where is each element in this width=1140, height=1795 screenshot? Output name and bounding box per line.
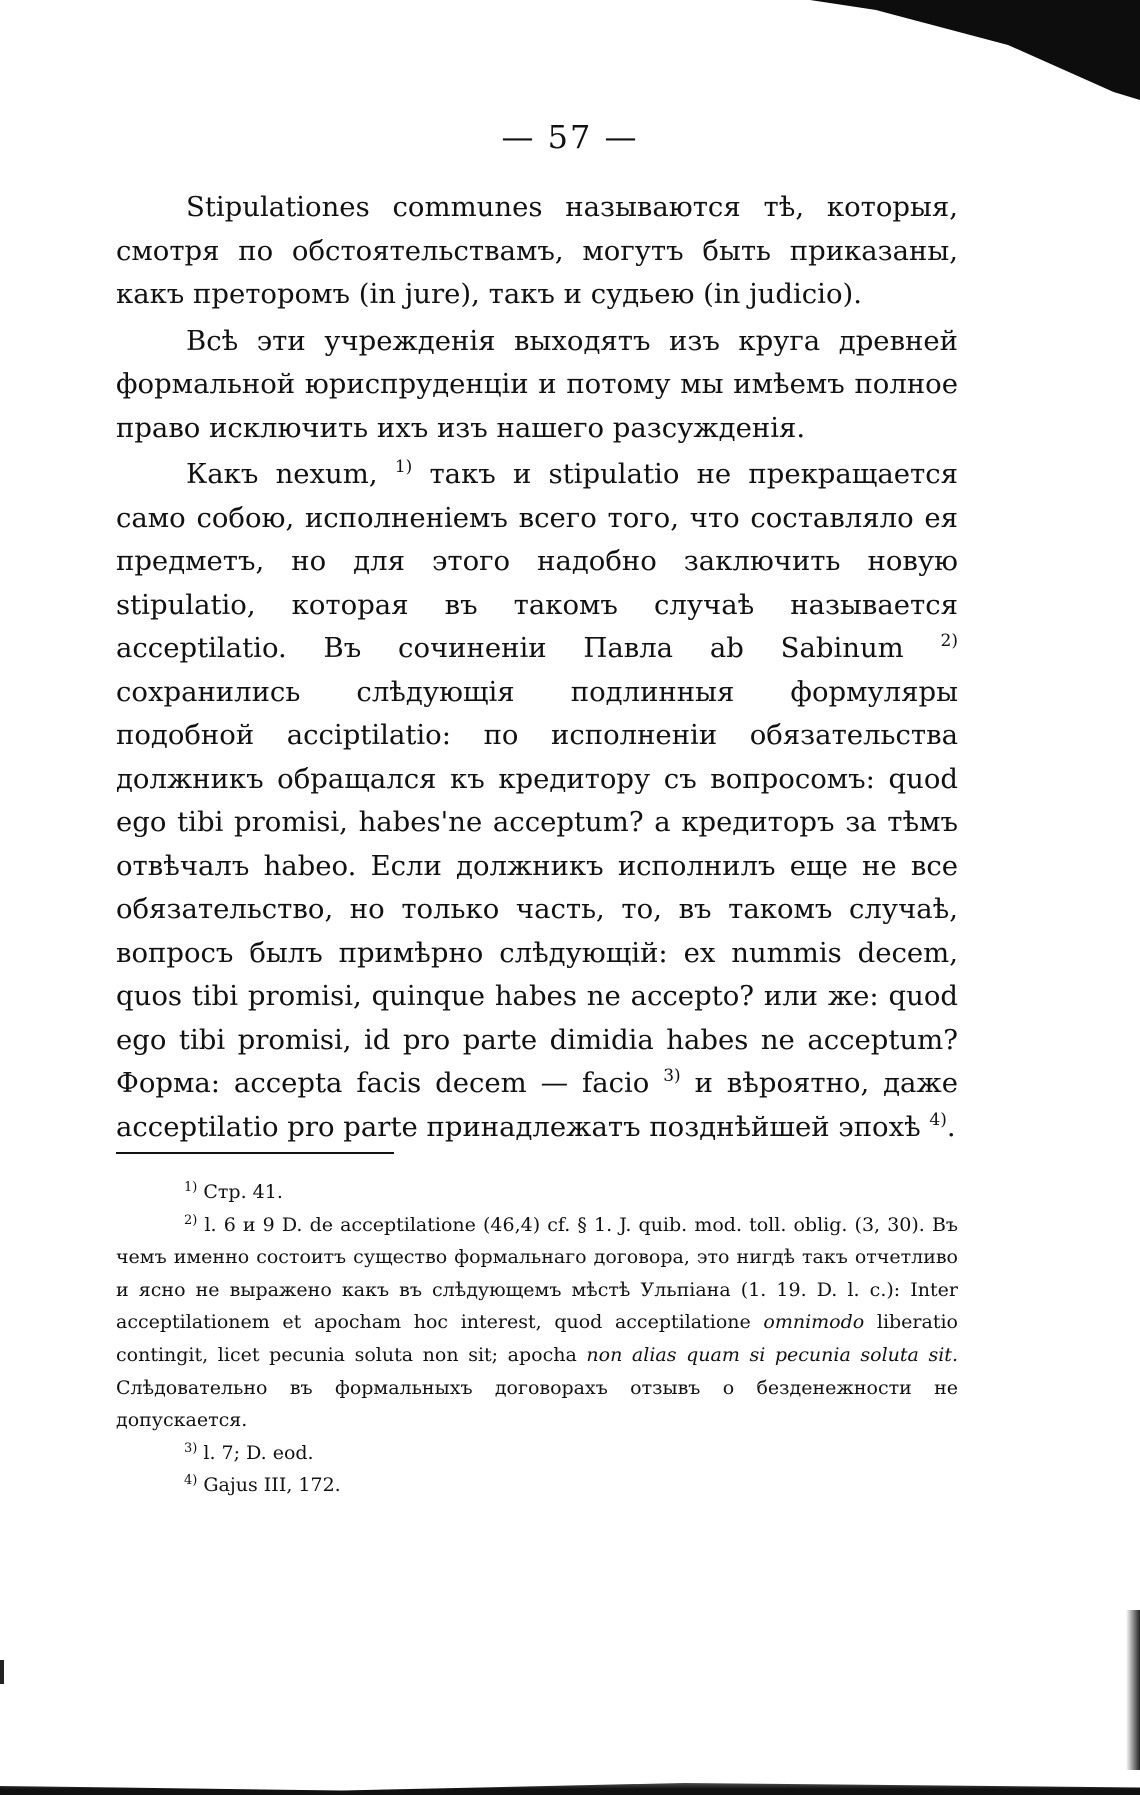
footnote-ref-1: 1) <box>394 457 413 477</box>
footnote-2-italic-1: omnimodo <box>763 1311 865 1334</box>
footnote-2-text-3: Слѣдовательно въ формальныхъ договорахъ отзывъ о безденежности не допускается. <box>116 1376 958 1432</box>
footnote-ref-2: 2) <box>940 631 958 651</box>
page-number: — 57 — <box>501 118 639 156</box>
scan-left-mark <box>0 1660 4 1684</box>
footnote-1-mark: 1) <box>184 1180 198 1195</box>
footnotes <box>116 1176 958 1502</box>
paragraph-2-text: Всѣ эти учрежденія выходятъ изъ круга древней формальной юриспруденціи и потому мы имѣемъ полное право исключить ихъ изъ нашего разсужденія. <box>116 324 958 444</box>
paragraph-3-text-a: Какъ nexum, <box>186 458 378 490</box>
footnote-2-mark: 2) <box>184 1212 198 1228</box>
paragraph-3 <box>116 453 958 1149</box>
paragraph-3-text-b: такъ и stipulatio не прекращается само собою, исполненіемъ всего того, что составляло ея предметъ, но для этого надобно заключить новую stipulatio, которая въ такомъ случаѣ называется acceptilatio. Въ сочиненіи Павла ab Sabinum <box>116 458 958 664</box>
footnote-1 <box>116 1176 958 1209</box>
footnote-4-mark: 4) <box>184 1473 198 1489</box>
footnote-3 <box>116 1437 958 1470</box>
scan-corner-shadow <box>810 0 1140 100</box>
paragraph-3-text-e: . <box>946 1110 956 1143</box>
paragraph-1 <box>116 186 958 317</box>
paragraph-3-text-c: сохранились слѣдующія подлинныя формуляры подобной acciptilatio: по исполненіи обязательства должникъ обращался къ кредитору съ вопросомъ: quod ego tibi promisi, habes'ne acceptum? а кредиторъ за тѣмъ отвѣчалъ habeo. Если должникъ исполнилъ еще не все обязательство, но только часть, то, въ такомъ случаѣ, вопросъ былъ примѣрно слѣдующій: ex nummis decem, quos tibi promisi, quinque habes ne accepto? или же: quod ego tibi promisi, id pro parte dimidia habes ne acceptum? Форма: accepta facis decem — facio <box>116 675 958 1099</box>
scan-right-edge <box>1126 1610 1140 1770</box>
footnote-1-text: Стр. 41. <box>197 1181 283 1203</box>
paragraph-1-text: Stipulationes communes называются тѣ, которыя, смотря по обстоятельствамъ, могутъ быть приказаны, какъ преторомъ (in jure), такъ и судьею (in judicio). <box>116 191 958 310</box>
footnote-3-mark: 3) <box>184 1440 198 1456</box>
footnote-divider <box>116 1152 394 1154</box>
footnote-3-text: l. 7; D. eod. <box>197 1441 314 1464</box>
footnote-ref-4: 4) <box>929 1109 947 1130</box>
footnote-ref-3: 3) <box>663 1066 681 1086</box>
footnote-4 <box>116 1469 958 1502</box>
paragraph-3-text-d: и вѣроятно, даже acceptilatio pro parte принадлежатъ позднѣйшей эпохѣ <box>116 1067 958 1143</box>
footnote-2-text-2: liberatio contingit, licet pecunia soluta non sit; apocha <box>116 1311 958 1366</box>
scan-bottom-shadow <box>0 1765 1140 1795</box>
footnote-2-italic-2: non alias quam si pecunia soluta sit. <box>586 1343 958 1366</box>
paragraph-2 <box>116 320 958 451</box>
footnote-2-text: l. 6 и 9 D. de acceptilatione (46,4) cf. § 1. J. quib. mod. toll. oblig. (3, 30). Въ чемъ именно состоитъ существо формальнаго договора, это нигдѣ такъ отчетливо и ясно не выражено какъ въ слѣдующемъ мѣстѣ Ульпіана (1. 19. D. l. c.): Inter acceptilationem et apocham hoc interest, quod acceptilatione <box>116 1213 958 1334</box>
main-text <box>116 186 958 1152</box>
footnote-2 <box>116 1209 958 1437</box>
footnote-4-text: Gajus III, 172. <box>197 1474 341 1497</box>
